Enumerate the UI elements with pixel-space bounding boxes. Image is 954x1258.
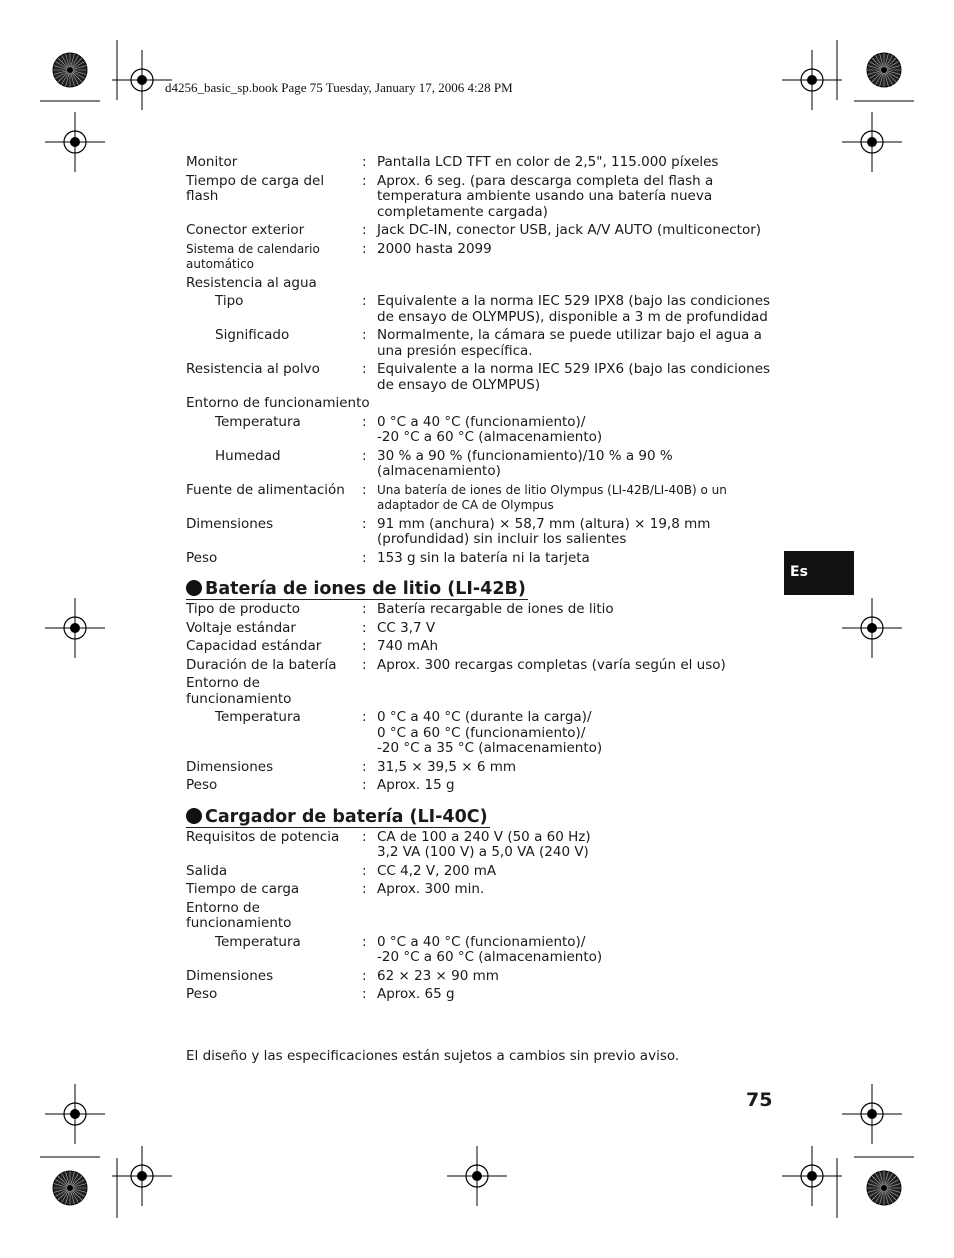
spec-value-line: CC 4,2 V, 200 mA (377, 862, 497, 879)
spec-row (186, 864, 786, 880)
spec-value (377, 882, 786, 898)
spec-row (186, 935, 786, 966)
spec-separator: : (362, 481, 367, 498)
spec-value-line: temperatura ambiente usando una batería nueva (377, 188, 713, 204)
spec-value-line: una presión específica. (377, 342, 533, 359)
battery-heading-text: Batería de iones de litio (LI-42B) (205, 579, 526, 599)
spec-separator: : (362, 638, 367, 654)
disclaimer-note: El diseño y las especificaciones están sujetos a cambios sin previo aviso. (186, 1048, 680, 1064)
spec-row (186, 676, 786, 707)
spec-separator: : (362, 549, 367, 566)
spec-label: Peso (186, 777, 218, 793)
spec-value (377, 294, 786, 325)
spec-value-line: Pantalla LCD TFT en color de 2,5", 115.000 píxeles (377, 154, 719, 170)
spec-label: Capacidad estándar (186, 638, 322, 654)
star-center (67, 67, 73, 73)
spec-value-line: -20 °C a 60 °C (almacenamiento) (377, 949, 603, 965)
spec-separator: : (362, 777, 367, 793)
spec-value (377, 602, 786, 618)
spec-value-line: CC 3,7 V (377, 619, 436, 636)
spec-value-line: Aprox. 15 g (377, 777, 455, 793)
spec-separator: : (362, 881, 367, 897)
spec-value-line: Una batería de iones de litio Olympus (LI-42B/LI-40B) o un (377, 482, 727, 497)
battery-heading (186, 579, 528, 600)
spec-value-line: 0 °C a 40 °C (funcionamiento)/ (377, 933, 586, 950)
spec-label: Dimensiones (186, 515, 274, 532)
spec-value-line: 3,2 VA (100 V) a 5,0 VA (240 V) (377, 844, 589, 860)
spec-separator: : (362, 601, 367, 617)
spec-value-line: Equivalente a la norma IEC 529 IPX8 (bajo las condiciones (377, 293, 771, 309)
spec-label: Resistencia al agua (186, 274, 317, 291)
spec-label: Peso (186, 986, 218, 1002)
spec-value (377, 658, 786, 674)
page-number: 75 (746, 1089, 773, 1111)
spec-value-line: Equivalente a la norma IEC 529 IPX6 (bajo las condiciones (377, 361, 771, 377)
spec-row (186, 901, 786, 932)
spec-separator: : (362, 933, 367, 950)
spec-row (186, 449, 786, 480)
spec-content (186, 155, 786, 1006)
spec-label: Duración de la batería (186, 656, 337, 673)
spec-row (186, 328, 786, 359)
spec-value-line: 153 g sin la batería ni la tarjeta (377, 549, 590, 566)
star-center (881, 67, 887, 73)
spec-value (377, 174, 786, 221)
spec-label: Tiempo de carga (186, 881, 300, 897)
spec-separator: : (362, 828, 367, 845)
spec-separator: : (362, 327, 367, 343)
spec-value (377, 551, 786, 567)
spec-value (377, 778, 786, 794)
spec-label: Requisitos de potencia (186, 828, 340, 845)
spec-label: Temperatura (215, 933, 301, 950)
spec-row (186, 658, 786, 674)
camera-spec-list (186, 155, 786, 566)
spec-value-line: 0 °C a 60 °C (funcionamiento)/ (377, 724, 586, 741)
spec-value (377, 328, 786, 359)
spec-row (186, 294, 786, 325)
spec-separator: : (362, 154, 367, 170)
spec-value-line: -20 °C a 35 °C (almacenamiento) (377, 740, 603, 756)
spec-value (377, 639, 786, 655)
spec-value-line: Aprox. 300 min. (377, 881, 485, 897)
spec-label: Significado (215, 327, 290, 343)
spec-row (186, 882, 786, 898)
spec-label: Humedad (215, 447, 281, 464)
spec-value-line: 30 % a 90 % (funcionamiento)/10 % a 90 % (377, 447, 673, 464)
spec-separator: : (362, 361, 367, 377)
spec-value-line: (almacenamiento) (377, 463, 501, 479)
spec-label: Peso (186, 549, 218, 566)
spec-value-line: Batería recargable de iones de litio (377, 601, 614, 617)
spec-label: Entorno de funcionamiento (186, 675, 292, 707)
spec-value-line: completamente cargada) (377, 203, 548, 220)
spec-value (377, 449, 786, 480)
spec-value-line: 740 mAh (377, 638, 439, 654)
spec-label: Voltaje estándar (186, 619, 296, 636)
spec-row (186, 396, 786, 412)
spec-separator: : (362, 709, 367, 725)
spec-value-line: Aprox. 6 seg. (para descarga completa del flash a (377, 172, 714, 189)
star-center (881, 1185, 887, 1191)
spec-label: Tipo (215, 293, 244, 309)
spec-value (377, 155, 786, 171)
spec-row (186, 223, 786, 239)
spec-value-line: CA de 100 a 240 V (50 a 60 Hz) (377, 828, 591, 845)
spec-value-line: de ensayo de OLYMPUS) (377, 376, 541, 393)
spec-row (186, 710, 786, 757)
spec-row (186, 362, 786, 393)
spec-value-line: 0 °C a 40 °C (funcionamiento)/ (377, 413, 586, 430)
spec-row (186, 969, 786, 985)
spec-separator: : (362, 619, 367, 636)
spec-value-line: Aprox. 65 g (377, 986, 455, 1002)
spec-separator: : (362, 967, 367, 984)
spec-value-line: 91 mm (anchura) × 58,7 mm (altura) × 19,8 mm (377, 515, 711, 532)
spec-label: Entorno de funcionamiento (186, 395, 370, 411)
bullet-icon (186, 580, 202, 596)
spec-value (377, 415, 786, 446)
spec-label: Salida (186, 862, 228, 879)
charger-heading-text: Cargador de batería (LI-40C) (205, 806, 488, 827)
spec-separator: : (362, 240, 367, 257)
spec-row (186, 551, 786, 567)
charger-heading (186, 807, 490, 828)
spec-separator: : (362, 413, 367, 430)
spec-row (186, 830, 786, 861)
spec-label: Resistencia al polvo (186, 361, 320, 377)
spec-label: Dimensiones (186, 758, 274, 775)
spec-value (377, 517, 786, 548)
spec-separator: : (362, 862, 367, 879)
spec-row (186, 778, 786, 794)
spec-value-line: 2000 hasta 2099 (377, 240, 492, 257)
spec-value (377, 935, 786, 966)
spec-label: Monitor (186, 154, 238, 170)
charger-spec-list (186, 830, 786, 1003)
spec-value (377, 483, 786, 514)
spec-value (377, 760, 786, 776)
spec-label: Temperatura (215, 709, 301, 725)
spec-row (186, 415, 786, 446)
spec-label: Dimensiones (186, 967, 274, 984)
bullet-icon (186, 808, 202, 824)
spec-row (186, 517, 786, 548)
spec-value-line: 0 °C a 40 °C (durante la carga)/ (377, 709, 592, 725)
spec-value (377, 710, 786, 757)
spec-value (377, 362, 786, 393)
spec-value-line: de ensayo de OLYMPUS), disponible a 3 m de profundidad (377, 308, 768, 325)
spec-value (377, 621, 786, 637)
spec-separator: : (362, 758, 367, 775)
spec-label: Fuente de alimentación (186, 481, 345, 498)
spec-label: Tiempo de carga del flash (186, 172, 325, 204)
spec-value (377, 969, 786, 985)
print-header: d4256_basic_sp.book Page 75 Tuesday, January 17, 2006 4:28 PM (165, 80, 513, 95)
spec-separator: : (362, 222, 367, 238)
spec-value-line: adaptador de CA de Olympus (377, 498, 554, 512)
battery-spec-list (186, 602, 786, 794)
spec-label: Entorno de funcionamiento (186, 899, 292, 931)
spec-row (186, 276, 786, 292)
spec-separator: : (362, 293, 367, 309)
spec-value (377, 864, 786, 880)
spec-separator: : (362, 515, 367, 532)
spec-value-line: Aprox. 300 recargas completas (varía según el uso) (377, 656, 726, 673)
star-center (67, 1185, 73, 1191)
spec-separator: : (362, 447, 367, 464)
spec-row (186, 242, 786, 273)
spec-row (186, 174, 786, 221)
spec-row (186, 155, 786, 171)
spec-label: Temperatura (215, 413, 301, 430)
spec-label: Sistema de calendario automático (186, 241, 320, 271)
language-tab: Es (784, 551, 854, 595)
spec-value-line: 31,5 × 39,5 × 6 mm (377, 758, 517, 775)
spec-row (186, 621, 786, 637)
spec-row (186, 987, 786, 1003)
spec-value (377, 830, 786, 861)
spec-value (377, 987, 786, 1003)
spec-value-line: (profundidad) sin incluir los salientes (377, 531, 627, 547)
spec-value (377, 223, 786, 239)
spec-value (377, 242, 786, 258)
spec-row (186, 483, 786, 514)
spec-row (186, 602, 786, 618)
spec-row (186, 639, 786, 655)
spec-value-line: -20 °C a 60 °C (almacenamiento) (377, 429, 603, 445)
spec-value-line: Normalmente, la cámara se puede utilizar bajo el agua a (377, 327, 762, 343)
spec-label: Conector exterior (186, 222, 305, 238)
spec-separator: : (362, 986, 367, 1002)
spec-separator: : (362, 656, 367, 673)
spec-row (186, 760, 786, 776)
spec-value-line: 62 × 23 × 90 mm (377, 967, 499, 984)
spec-separator: : (362, 172, 367, 189)
spec-label: Tipo de producto (186, 601, 301, 617)
spec-value-line: Jack DC-IN, conector USB, jack A/V AUTO (multiconector) (377, 222, 762, 238)
